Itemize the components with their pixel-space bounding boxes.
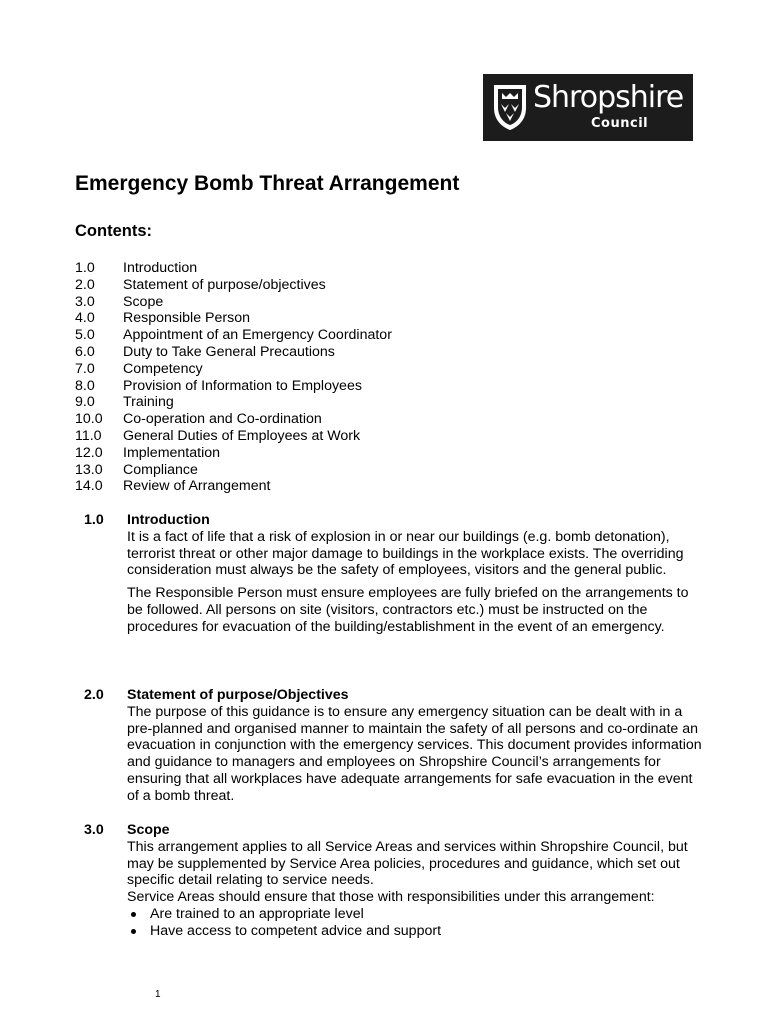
toc-item — [75, 260, 392, 277]
toc-label: Provision of Information to Employees — [123, 377, 362, 394]
toc-item — [75, 327, 392, 344]
toc-number: 4.0 — [75, 310, 95, 327]
toc-number: 10.0 — [75, 411, 103, 428]
toc-number: 9.0 — [75, 394, 95, 411]
toc-item — [75, 361, 392, 378]
logo-wordmark: Shropshire — [533, 80, 684, 115]
section-number: 2.0 — [84, 687, 104, 703]
toc-label: Implementation — [123, 444, 220, 461]
section-paragraph: The Responsible Person must ensure employees are fully briefed on the arrangements to be followed. All persons on site (visitors, contractors etc.) must be instructed on the procedures for evacuation of the building/establishment in the event of an emergency. — [127, 585, 689, 635]
toc-number: 7.0 — [75, 360, 95, 377]
toc-label: Training — [123, 394, 174, 411]
document-title: Emergency Bomb Threat Arrangement — [75, 172, 460, 195]
contents-heading: Contents: — [75, 222, 152, 240]
section-introduction — [84, 512, 704, 636]
section-paragraph: It is a fact of life that a risk of explosion in or near our buildings (e.g. bomb detonation), terrorist threat or other major damage to buildings in the workplace exists. The overriding consideration must always be the safety of employees, visitors and the general public. — [127, 528, 684, 579]
toc-number: 8.0 — [75, 377, 95, 394]
toc-number: 12.0 — [75, 444, 103, 461]
toc-label: Duty to Take General Precautions — [123, 343, 335, 360]
page-number: 1 — [155, 989, 161, 1000]
toc-number: 14.0 — [75, 478, 103, 495]
toc-label: Responsible Person — [123, 310, 250, 327]
toc-item — [75, 462, 392, 479]
table-of-contents — [75, 260, 392, 495]
toc-item — [75, 277, 392, 294]
toc-label: Competency — [123, 360, 203, 377]
section-heading: Introduction — [127, 512, 210, 528]
section-number: 1.0 — [84, 512, 104, 528]
section-purpose — [84, 687, 704, 805]
logo-subtitle: Council — [591, 116, 649, 131]
toc-item — [75, 294, 392, 311]
toc-item — [75, 478, 392, 495]
bullet-item: Are trained to an appropriate level — [127, 906, 704, 923]
toc-number: 13.0 — [75, 461, 103, 478]
toc-item — [75, 310, 392, 327]
section-number: 3.0 — [84, 822, 104, 838]
toc-item — [75, 411, 392, 428]
toc-item — [75, 378, 392, 395]
toc-number: 2.0 — [75, 276, 95, 293]
toc-label: Appointment of an Emergency Coordinator — [123, 327, 392, 344]
section-heading: Statement of purpose/Objectives — [127, 687, 349, 703]
toc-label: Introduction — [123, 260, 198, 276]
toc-number: 3.0 — [75, 293, 95, 310]
toc-label: Scope — [123, 293, 164, 310]
toc-label: Co-operation and Co-ordination — [123, 411, 322, 428]
toc-number: 1.0 — [75, 260, 95, 276]
toc-label: Statement of purpose/objectives — [123, 276, 326, 293]
toc-item — [75, 445, 392, 462]
bullet-item: Have access to competent advice and support — [127, 923, 704, 940]
toc-number: 11.0 — [75, 427, 102, 444]
shropshire-council-logo — [483, 74, 693, 141]
toc-label: General Duties of Employees at Work — [123, 427, 361, 444]
section-scope — [84, 822, 704, 940]
toc-number: 6.0 — [75, 343, 95, 360]
toc-label: Compliance — [123, 461, 198, 478]
toc-item — [75, 344, 392, 361]
bullet-list — [127, 906, 704, 940]
section-paragraph: Service Areas should ensure that those with responsibilities under this arrangement: — [127, 889, 655, 906]
toc-label: Review of Arrangement — [123, 478, 271, 495]
toc-item — [75, 394, 392, 411]
section-paragraph: This arrangement applies to all Service Areas and services within Shropshire Council, but may be supplemented by Service Area policies, procedures and guidance, which set out specific detail relating to service needs. — [127, 838, 688, 889]
section-heading: Scope — [127, 822, 170, 838]
toc-number: 5.0 — [75, 327, 95, 344]
council-crest-icon — [491, 82, 529, 132]
toc-item — [75, 428, 392, 445]
section-paragraph: The purpose of this guidance is to ensure any emergency situation can be dealt with in a pre-planned and organised manner to maintain the safety of all persons and co-ordinate an evacuation in conjunction with the emergency services. This document provides information and guidance to managers and employees on Shropshire Council’s arrangements for ensuring that all workplaces have adequate arrangements for safe evacuation in the event of a bomb threat. — [127, 703, 702, 804]
